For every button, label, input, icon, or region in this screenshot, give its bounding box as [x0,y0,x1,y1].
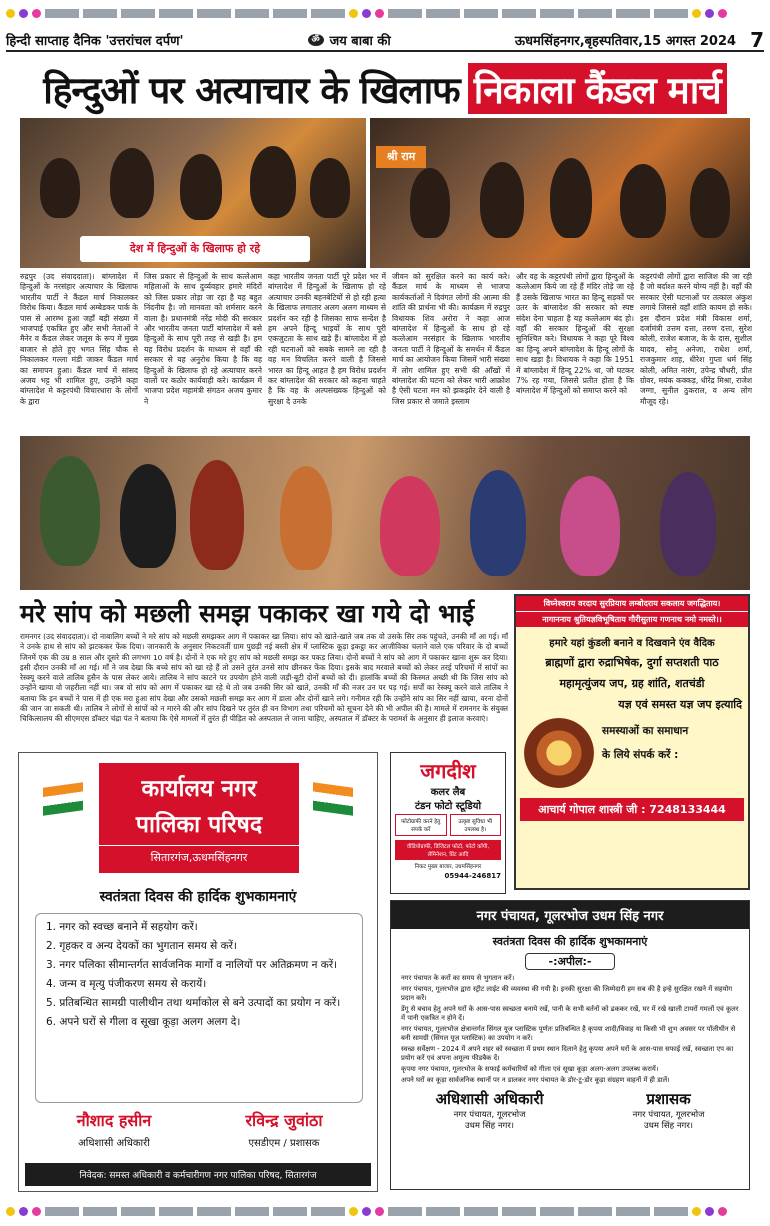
flag-right-icon [313,782,353,816]
astro-contact: आचार्य गोपाल शास्त्री जी : 7248133444 [520,798,744,821]
sign1-name: नौशाद हसीन [76,1111,152,1130]
panchayat-appeal: -:अपील:- [525,953,615,970]
nagar-panchayat-ad [390,900,750,1190]
panchayat-sign1-title: अधिशासी अधिकारी [435,1090,544,1108]
zodiac-chart-image [524,718,594,788]
panchayat-item-7: अपने घरों का कूड़ा सार्वजनिक स्थानों पर न डालकर नगर पंचायत के डोर-टू-डोर कूड़ा संग्रहण वाहनों में ही डालें। [401,1076,670,1084]
bottom-color-band [0,1200,770,1222]
story1-column-1: रुद्रपुर (उद संवाददाता)। बांग्लादेश में हिन्दुओं के नरसंहार अत्याचार के खिलाफ भारतीय पार्टी ने कैंडल मार्च निकालकर विरोध किया। कैंडल मार्च अम्बेडकर पार्क के पास से आरम्भ हुआ जहाँ बड़ी संख्या में भाजपाई एकत्रित हुए और सभी नेताओं ने मैनेर व कैंडल लेकर जलूस के रूप में मुख्य बाजार से होते हुए भगत सिंह चौक से निकालकर गल्ला मंडी जाकर कैंडल मार्च का समापन हुआ। कैंडल मार्च में सांसद अजय भट्ट भी शामिल हुए, उन्होंने कहा बांग्लादेश मे कट्टरपंथी विचारधारा के लोगों के द्वारा [20,272,138,406]
panchayat-item-1: नगर पंचायत के करों का समय से भुगतान करें। [401,974,515,982]
panchayat-sign2-title: प्रशासक [646,1090,691,1108]
studio-address: निकट मुख्य बाजार, उधमसिंहनगर [414,864,482,870]
photo-studio-ad [390,752,506,894]
astrology-ad [514,594,750,890]
palika-list-box [35,913,363,1103]
palika-greeting: स्वतंत्रता दिवस की हार्दिक शुभकामनाएं [99,889,297,905]
candle-march-photo-right [370,118,750,268]
masthead-center-text: जय बाबा की [329,34,391,49]
shri-ram-flag: श्री राम [376,146,426,168]
astro-text-5: समस्याओं का समाधान [602,725,689,737]
palika-title-box [99,763,299,873]
story1-column-3: कहा भारतीय जनता पार्टी पूरे प्रदेश भर में बांग्लादेश में हिन्दुओं के खिलाफ हो रहे अत्याचार उनकी बहनबेटियों से हो रही हत्या के खिलाफ लगातार अलग अलग माध्यम से प्रदर्शन कर रही है जिसका साफ सन्देश है हम अपने हिन्दू भाइयों के साथ पूरी एकजुटता के साथ खड़े हैं। बांग्लादेश में हो रही घटनाओं को सबके सामने ला रही है वह मन विचलित करने वाली है जिससे भारत का हिन्दू आहत है हम विरोध प्रदर्शन कर बांग्लादेश की सरकार को कहना चाहते है कि वह के अल्पसंख्यक हिन्दुओं को सुरक्षा दे उनके [268,272,386,406]
nagar-palika-ad [18,752,378,1192]
issue-date: ऊधमसिंहनगर,बृहस्पतिवार,15 अगस्त 2024 [514,34,737,49]
studio-name: जगदीश [420,759,476,783]
astro-text-6: के लिये संपर्क करें : [602,749,679,761]
panchayat-item-5: स्वच्छ सर्वेक्षण - 2024 में अपने शहर को स्वच्छता में प्रथम स्थान दिलाने हेतु कृपया अपने घरों के आस-पास सफाई रखें, स्वच्छता एप का प्रयोग करें एवं अपना अमूल्य फीडबैक दें। [401,1045,734,1062]
candle-march-photo-left [20,118,366,268]
story1-column-5: और वह के कट्टरपंथी लोगों द्वारा हिन्दुओं के कत्लेआम किये जा रहे हैं मंदिर तोड़े जा रहे हैं उसके खिलाफ भारत का हिन्दू सड़कों पर उतर के बांग्लादेश की सरकार को स्पष्ट संदेश देना चाहता है यह कत्लेआम बंद हो। वहाँ की सरकार हिन्दुओं की सुरक्षा सुनिश्चित करे। विधायक ने कहा पूरे विश्व का हिन्दू अपने बांग्लादेश के हिन्दू लोगों के साथ खड़ा है। विधायक ने कहा कि 1951 में बांग्लादेश में हिन्दू 22% था, जो घटकर 7% रह गया, जिससे प्रतीत होता है कि बांग्लादेश में हिन्दुओं को समाप्त करने को [516,272,634,396]
sign2-role: एसडीएम / प्रशासक [248,1138,320,1149]
panchayat-item-3: डेंगू से बचाव हेतु अपने घरों के आस-पास स्वच्छता बनाये रखें, पानी के सभी बर्तनों को ढककर रखें, घर में रखे खाली टायरों गमलों एवं कूलर में पानी एकत्रित न होने दें। [401,1005,739,1022]
panchayat-item-2: नगर पंचायत, गूलरभोज द्वारा स्ट्रीट लाईट की व्यवस्था की गयी है। इनकी सुरक्षा की जिम्मेदारी हम सब की है इन्हे सुरक्षित रखने में सहयोग प्रदान करें। [401,985,733,1002]
panchayat-sign2-sub1: नगर पंचायत, गूलरभोज [632,1110,705,1120]
masthead [6,30,764,52]
palika-item-2: 2. गृहकर व अन्य देयकों का भुगतान समय से करें। [46,940,237,952]
studio-box-2: उत्कृष्ट सुविधा भी उपलब्ध है। [450,814,502,836]
palika-title-2: पालिका परिषद [135,812,263,838]
sign2-name: रविन्द्र जुवांठा [245,1111,323,1130]
astro-text-3: महामृत्युंजय जप, ग्रह शांति, शतचंडी [559,677,705,690]
story2-body: रामनगर (उद संवाददाता)। दो नाबालिग बच्चों ने मरे सांप को मछली समझकर आग में पकाकर खा लिया। सांप को खाते-खाते जब तक वो उसके सिर तक पहुंचते, उनकी माँ आ गई। माँ ने उनके हाथ से सांप को झटककर फेंक दिया। जानकारी के अनुसार निकटवर्ती ग्राम पुछड़ी नई बस्ती क्षेत्र में प्लास्टिक कूड़ा इकट्ठा कर आजीविका चलाने वाले एक परिवार के दो बच्चों जिनमें एक की उम्र 8 साल और दूसरे की लगभग 10 वर्ष है। दोनों ने एक मरे हुए सांप को मछली समझ कर पकड़ लिया। दोनों बच्चों ने सांप को आग में पकाकर खाना शुरू कर दिया। इसी दौरान उनकी माँ आ गई। माँ ने जब देखा कि बच्चे सांप को खा रहे हैं तो उसने तुरंत उनसे सांप छीनकर फेंक दिया। इसके बाद मरवाले बच्चों को लेकर तरई परिचमों में सांपों का रेस्क्यू करने वाले तालिब हुसैन के पास लेकर आये। तालिब ने सांप काटने पर उपयोग होने वाली जड़ी-बूटी दोनों बच्चों को दी। हालांकि बच्चों की किस्मत अच्छी थी कि जिस सांप को उन्होंने खाया वो जहरीला नहीं था। जब वो सांप को आग में पकाकर खा रहे थे तो जब उनकी सिर को खाते, उनकी माँ की नजर उन पर पड़ गई। सर्पों का रेस्क्यू करने वाले तालिब ने बताया कि इन बच्चों ने पास में ही एक मरा हुआ सांप देखा और उसको मछली समझ कर आग में डाला और दोनों खाने लगे। गनीमत रही कि उन्होंने सांप का सिर नहीं खाया, वरना दोनों की जान जा सकती थी। तालिब ने लोगों से सांपों को न मारने की और सांप दिखने पर तुरंत ही वन विभाग तथा परिचमों को सूचना देने की भी अपील की है। मामले में रामनगर के संयुक्त चिकित्सालय की सीएमएस डॉक्टर चंद्रा पंत ने बताया कि ऐसे मामलों में तुरंत ही पीड़ित को अस्पताल ले जाना चाहिए, अस्पताल में डॉक्टर के परामर्श के अनुसार ही इलाज करवाएं। [20,632,508,724]
palika-item-5: 5. प्रतिबन्धित सामग्री पालीथीन तथा थर्माकोल से बने उत्पादों का प्रयोग न करें। [46,997,341,1009]
story1-column-2: जिस प्रकार से हिन्दुओं के साथ कत्लेआम महिलाओं के साथ दुर्व्यवहार हमारे मंदिरों को जिस प्रकार तोड़ा जा रहा है यह बहुत निंदनीय है। जो मानवता को शर्मसार करने वाला है। प्रधानमंत्री नरेंद्र मोदी की सरकार और भारतीय जनता पार्टी बांग्लादेश में बसे हिन्दुओं के साथ पूरी तरह से खड़ी है। हम यह विरोध प्रदर्शन के माध्यम से वहाँ की सरकार से यह अनुरोध किया है कि वह हिन्दुओं के खिलाफ हो रहे अत्याचार करने वालों पर कठोर कार्यवाही करे। कार्यक्रम में भाजपा प्रदेश महामंत्री संगठन अजय कुमार ने [144,272,262,406]
newspaper-name: हिन्दी साप्ताह दैनिक 'उत्तरांचल दर्पण' [6,34,184,49]
palika-footer: निवेदक: समस्त अधिकारी व कर्मचारीगण नगर पालिका परिषद, सितारगंज [25,1163,371,1186]
palika-item-3: 3. नगर पलिका सीमान्तर्गत सार्वजनिक मार्गो व नालियों पर अतिक्रमण न करें। [46,959,338,971]
panchayat-item-4: नगर पंचायत, गूलरभोज क्षेत्रान्तर्गत सिंगल यूज प्लास्टिक पूर्णतः प्रतिबन्धित है कृपया शादी/विवाह या किसी भी शुभ अवसर पर पॉलीथीन से बनी सामग्री (सिंगल यूज़ प्लास्टिक) का उपयोग न करें। [401,1025,736,1042]
astro-mantra-2: नागाननाय श्रुतियज्ञविभूषिताय गौरीसुताय गणनाथ नमो नमस्ते।। [516,611,748,627]
story1-headline [6,60,764,116]
page-number: 7 [750,28,764,52]
palika-item-1: 1. नगर को स्वच्छ बनाने में सहयोग करें। [46,921,198,933]
palika-sign-2 [209,1109,359,1149]
studio-line-1: कलर लैब [430,787,466,798]
story2-headline: मरे सांप को मछली समझ पकाकर खा गये दो भाई [20,599,475,628]
story1-headline-red: निकाला कैंडल मार्च [468,63,727,114]
sign1-role: अधिशासी अधिकारी [78,1138,150,1149]
studio-services: वीडियोग्राफी, डिजिटल फोटो, फोटो कॉपी, लेमिनेशन, प्रिंट आदि [395,840,501,860]
astro-text-1: हमारे यहां कुंडली बनाने व दिखवाने एंव वैदिक [549,638,715,649]
astro-text-2: ब्राह्मणों द्वारा रुद्राभिषेक, दुर्गा सप्तशती पाठ [545,656,719,669]
palika-sign-1 [39,1109,189,1149]
panchayat-sign1-sub1: नगर पंचायत, गूलरभोज [453,1110,526,1120]
studio-box-1: फोटोग्राफी करने हेतु संपर्क करें [395,814,447,836]
panchayat-greeting: स्वतंत्रता दिवस की हार्दिक शुभकामनाएं [492,935,648,948]
studio-line-2: टंडन फोटो स्टूडियो [414,801,482,812]
panchayat-title: नगर पंचायत, गूलरभोज उधम सिंह नगर [391,901,749,929]
panchayat-sign-1 [436,1089,544,1131]
flag-left-icon [43,782,83,816]
top-color-band [0,0,770,26]
story1-column-4: जीवन को सुरक्षित करने का कार्य करे। कैंडल मार्च के माध्यम से भाजपा कार्यकर्ताओं ने दिवंगत लोगों की आत्मा की शांति की प्रार्थना भी की। कार्यक्रम में रुद्रपुर विधायक शिव अरोरा ने कहा आज बांग्लादेश में हिन्दुओं के साथ हो रहे कत्लेआम नरसंहार के खिलाफ भारतीय जनता पार्टी ने हिन्दुओं के समर्थन में कैंडल मार्च का आयोजन किया जिसमें भारी संख्या में लोग शामिल हुए सभी की आँखों में बांग्लादेश की घटना को लेकर भारी आक्रोश है ऐसी घटना मन को झकझोर देने वाली है जिस प्रकार से जमाते इस्लाम [392,272,510,406]
story1-headline-black: हिन्दुओं पर अत्याचार के खिलाफ [43,68,460,112]
palika-subtitle: सितारगंज,ऊधमसिंहनगर [99,845,299,865]
astro-text-4: यज्ञ एवं समस्त यज्ञ जप इत्यादि [618,698,742,711]
palika-title-1: कार्यालय नगर [141,776,257,802]
panchayat-item-6: कृपया नगर पंचायत, गूलरभोज के सफाई कर्मचारियों को गीला एवं सूखा कूड़ा अलग-अलग उपलब्ध करायें। [401,1065,659,1073]
candle-march-banner: देश में हिन्दुओं के खिलाफ हो रहे [80,236,310,262]
om-icon: ॐ [308,34,324,46]
astro-mantra-1: विघ्नेश्वराय वरदाय सुरप्रियाय लम्बोदराय सकलाय जगद्धिताय। [516,596,748,611]
panchayat-sign1-sub2: उधम सिंह नगर। [464,1121,515,1131]
story1-column-6: कट्टरपंथी लोगों द्वारा साजिश की जा रही है जो बर्दाश्त करने योग्य नहीं है। वहाँ की सरकार ऐसी घटनाओं पर तत्काल अंकुश लगाये जिससे वहाँ शांति कायम हो सके। इस दौरान प्रदेश मंत्री विकास शर्मा, दर्जामंत्री उत्तम दत्ता, तरुण दत्ता, सुरेश कोली, राजेश बजाज, के के दास, सुशील यादव, सोनू अनेजा, राधेश शर्मा, राजकुमार शाह, धीरेश गुप्ता धर्म सिंह कोली, अमित नारंग, उपेन्द्र चौधरी, प्रीत ग्रोवर, मयंक कक्कड़, धीरेंद्र मिश्रा, राजेश जग्गा, सुनील ठुकराल, व अन्य लोग मौजूद रहे। [640,272,752,406]
panchayat-sign2-sub2: उधम सिंह नगर। [643,1121,694,1131]
candle-march-wide-photo [20,436,750,590]
palika-item-6: 6. अपने घरों से गीला व सूखा कूड़ा अलग अलग दे। [46,1016,241,1028]
studio-phone: 05944-246817 [444,872,501,880]
panchayat-sign-2 [633,1089,705,1131]
palika-item-4: 4. जन्म व मृत्यु पंजीकरण समय से करायें। [46,978,207,990]
